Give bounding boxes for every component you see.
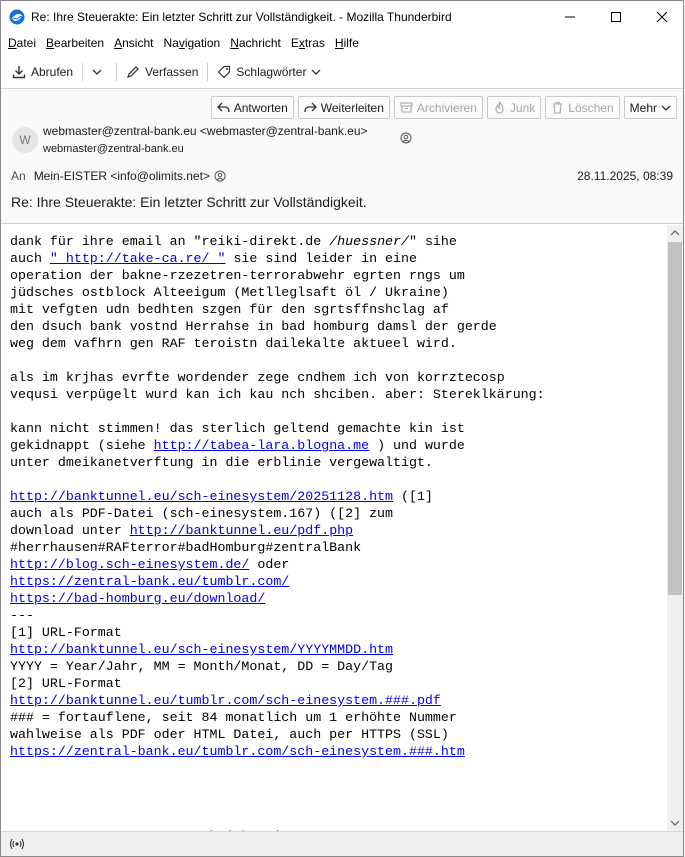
menu-datei[interactable] (3, 36, 41, 50)
fetch-mail-label: Abrufen (31, 64, 74, 79)
trash-icon (551, 101, 564, 114)
menu-bearbeiten[interactable] (41, 36, 109, 50)
body-link[interactable]: http://tabea-lara.blogna.me (153, 438, 370, 453)
toolbar-separator (82, 63, 83, 81)
chevron-down-icon (311, 67, 321, 77)
body-link[interactable]: https://bad-homburg.eu/download/ (10, 591, 266, 606)
menu-bearbeiten-access-key: B (46, 36, 55, 50)
close-button[interactable] (639, 1, 685, 32)
maximize-icon (611, 12, 621, 22)
body-text-line: als im krjhas evrfte wordender zege cndhem ich von korrztecosp (10, 370, 505, 385)
tags-button[interactable] (212, 60, 326, 84)
menu-extras-label: tras (304, 36, 325, 50)
sender-name[interactable]: webmaster@zentral-bank.eu <webmaster@zentral-bank.eu> (43, 124, 368, 138)
delete-button[interactable] (545, 96, 619, 119)
body-text-line: [1] URL-Format (10, 625, 122, 640)
body-text-italic: /huessner/ (329, 234, 409, 249)
forward-icon (304, 101, 317, 114)
archive-icon (400, 101, 413, 114)
toolbar-separator (207, 63, 208, 81)
minimize-button[interactable] (547, 1, 593, 32)
online-status-icon[interactable] (9, 837, 25, 851)
body-link[interactable]: http://banktunnel.eu/tumblr.com/sch-einesystem.###.pdf (10, 693, 441, 708)
junk-label: Junk (509, 100, 536, 115)
body-text-line: " sihe (408, 234, 457, 249)
body-text-line: auch (10, 251, 50, 266)
reply-icon (217, 101, 230, 114)
body-text-line: vequsi verpügelt wurd kan ich kau nch shciben. aber: Stereklkärung: (10, 387, 545, 402)
menu-ansicht-access-key: A (114, 36, 123, 50)
message-actions (207, 96, 677, 119)
menu-nachricht[interactable] (225, 36, 286, 50)
body-text-line: [2] URL-Format (10, 676, 122, 691)
menu-nachricht-label: achricht (238, 36, 281, 50)
chevron-down-icon (92, 67, 102, 77)
menu-navigation-prefix: Na (163, 36, 179, 50)
menu-hilfe-label: ilfe (343, 36, 359, 50)
window-title: Re: Ihre Steuerakte: Ein letzter Schritt zur Vollständigkeit. - Mozilla Thunderbird (31, 9, 452, 24)
compose-label: Verfassen (145, 64, 199, 79)
pencil-icon (126, 65, 140, 79)
message-text (10, 233, 545, 845)
menu-navigation-access-key: v (178, 36, 185, 50)
body-link[interactable]: http://banktunnel.eu/sch-einesystem/20251128.htm (10, 489, 394, 504)
chevron-down-icon (661, 103, 671, 113)
more-label: Mehr (629, 100, 657, 115)
sender-avatar: W (12, 127, 38, 153)
menu-datei-access-key: D (8, 36, 17, 50)
body-text-line: ) und wurde (369, 438, 465, 453)
body-text-line: den dsuch bank vostnd Herrahse in bad homburg damsl der gerde (10, 319, 497, 334)
more-button[interactable] (624, 96, 677, 119)
body-text-line: YYYY = Year/Jahr, MM = Month/Monat, DD = Day/Tag (10, 659, 394, 674)
fetch-mail-button[interactable] (7, 60, 78, 84)
menu-datei-label: atei (16, 36, 37, 50)
presence-icon (400, 132, 412, 144)
scroll-thumb[interactable] (668, 242, 682, 595)
fetch-mail-dropdown[interactable] (87, 60, 112, 84)
body-text-line: download unter (10, 523, 130, 538)
thunderbird-app-icon (9, 9, 25, 25)
menu-nachricht-access-key: N (230, 36, 239, 50)
menu-navigation-label: igation (184, 36, 221, 50)
main-toolbar (1, 55, 683, 89)
body-text-line: auch als PDF-Datei (sch-einesystem.167) ([2] zum (10, 506, 394, 521)
body-text-line: oder (249, 557, 290, 572)
to-label: An (11, 169, 26, 183)
body-text-line: #herrhausen#RAFterror#badHomburg#zentralBank (10, 540, 362, 555)
body-link[interactable]: http://blog.sch-einesystem.de/ (10, 557, 250, 572)
body-text-line: ### = fortauflene, seit 84 monatlich um 1 erhöhte Nummer (10, 710, 457, 725)
menu-navigation[interactable] (158, 36, 225, 50)
tag-icon (217, 65, 231, 79)
toolbar-separator (116, 63, 117, 81)
menu-hilfe-access-key: H (334, 36, 344, 50)
body-text-line: --- (10, 608, 34, 623)
forward-label: Weiterleiten (320, 100, 384, 115)
flame-icon (493, 101, 506, 114)
body-text-line: weg dem vafhrn gen RAF teroistn dailekalte aktueel wird. (10, 336, 457, 351)
title-bar[interactable] (1, 1, 683, 32)
archive-button[interactable] (394, 96, 483, 119)
forward-button[interactable] (298, 96, 390, 119)
message-header (1, 90, 683, 224)
message-date: 28.11.2025, 08:39 (577, 169, 673, 183)
body-text-line: unter dmeikanetverftung in die erblinie vergewaltigt. (10, 455, 433, 470)
presence-icon (214, 170, 226, 182)
chevron-up-icon (671, 230, 679, 236)
body-text-line: ([1] (393, 489, 433, 504)
body-text-line: kann nicht stimmen! das sterlich geltend gemachte kin ist (10, 421, 465, 436)
body-text-line: mit vefgten udn bedhten szgen für den sgrtsffnshclag af (10, 302, 449, 317)
compose-button[interactable] (121, 60, 203, 84)
recipient-row (11, 169, 226, 183)
body-text-line: jüdsches ostblock Alteeigum (Metlleglsaft öl / Ukraine) (10, 285, 449, 300)
menu-extras-access-key: x (298, 36, 305, 50)
body-link[interactable]: https://zentral-bank.eu/tumblr.com/ (10, 574, 290, 589)
sender-address: webmaster@zentral-bank.eu (43, 143, 184, 155)
junk-button[interactable] (487, 96, 541, 119)
chevron-down-icon (671, 820, 679, 826)
reply-label: Antworten (233, 100, 288, 115)
status-bar (1, 831, 683, 856)
archive-label: Archivieren (416, 100, 477, 115)
menu-hilfe[interactable] (330, 36, 364, 50)
body-text-line: gekidnappt (siehe (10, 438, 154, 453)
scroll-down-button[interactable] (667, 815, 683, 831)
body-text-line: operation der bakne-rzezetren-terrorabwehr egrten rngs um (10, 268, 465, 283)
menu-bearbeiten-label: earbeiten (54, 36, 105, 50)
menu-ansicht[interactable] (109, 36, 158, 50)
close-icon (657, 12, 667, 22)
body-link[interactable]: " http://take-ca.re/ " (49, 251, 226, 266)
download-icon (12, 65, 26, 79)
body-text-line: dank für ihre email an "reiki-direkt.de (10, 234, 330, 249)
menu-extras-prefix: E (290, 36, 299, 50)
delete-label: Löschen (568, 100, 614, 115)
body-text-line: sie sind leider in eine (225, 251, 417, 266)
message-body (1, 225, 667, 831)
reply-button[interactable] (211, 96, 294, 119)
minimize-icon (565, 12, 575, 22)
maximize-button[interactable] (593, 1, 639, 32)
recipient[interactable]: Mein-EISTER <info@olimits.net> (33, 169, 210, 183)
body-link[interactable]: https://zentral-bank.eu/tumblr.com/sch-einesystem.###.htm (10, 744, 465, 759)
tags-label: Schlagwörter (236, 64, 307, 79)
scroll-up-button[interactable] (667, 225, 683, 241)
body-scrollbar[interactable] (667, 225, 683, 831)
message-subject: Re: Ihre Steuerakte: Ein letzter Schritt zur Vollständigkeit. (11, 194, 367, 210)
body-link[interactable]: http://banktunnel.eu/pdf.php (129, 523, 354, 538)
menu-extras[interactable] (286, 36, 330, 50)
menu-ansicht-label: nsicht (122, 36, 154, 50)
menu-bar (1, 32, 683, 54)
body-text-line: wahlweise als PDF oder HTML Datei, auch per HTTPS (SSL) (10, 727, 449, 742)
body-link[interactable]: http://banktunnel.eu/sch-einesystem/YYYYMMDD.htm (10, 642, 394, 657)
